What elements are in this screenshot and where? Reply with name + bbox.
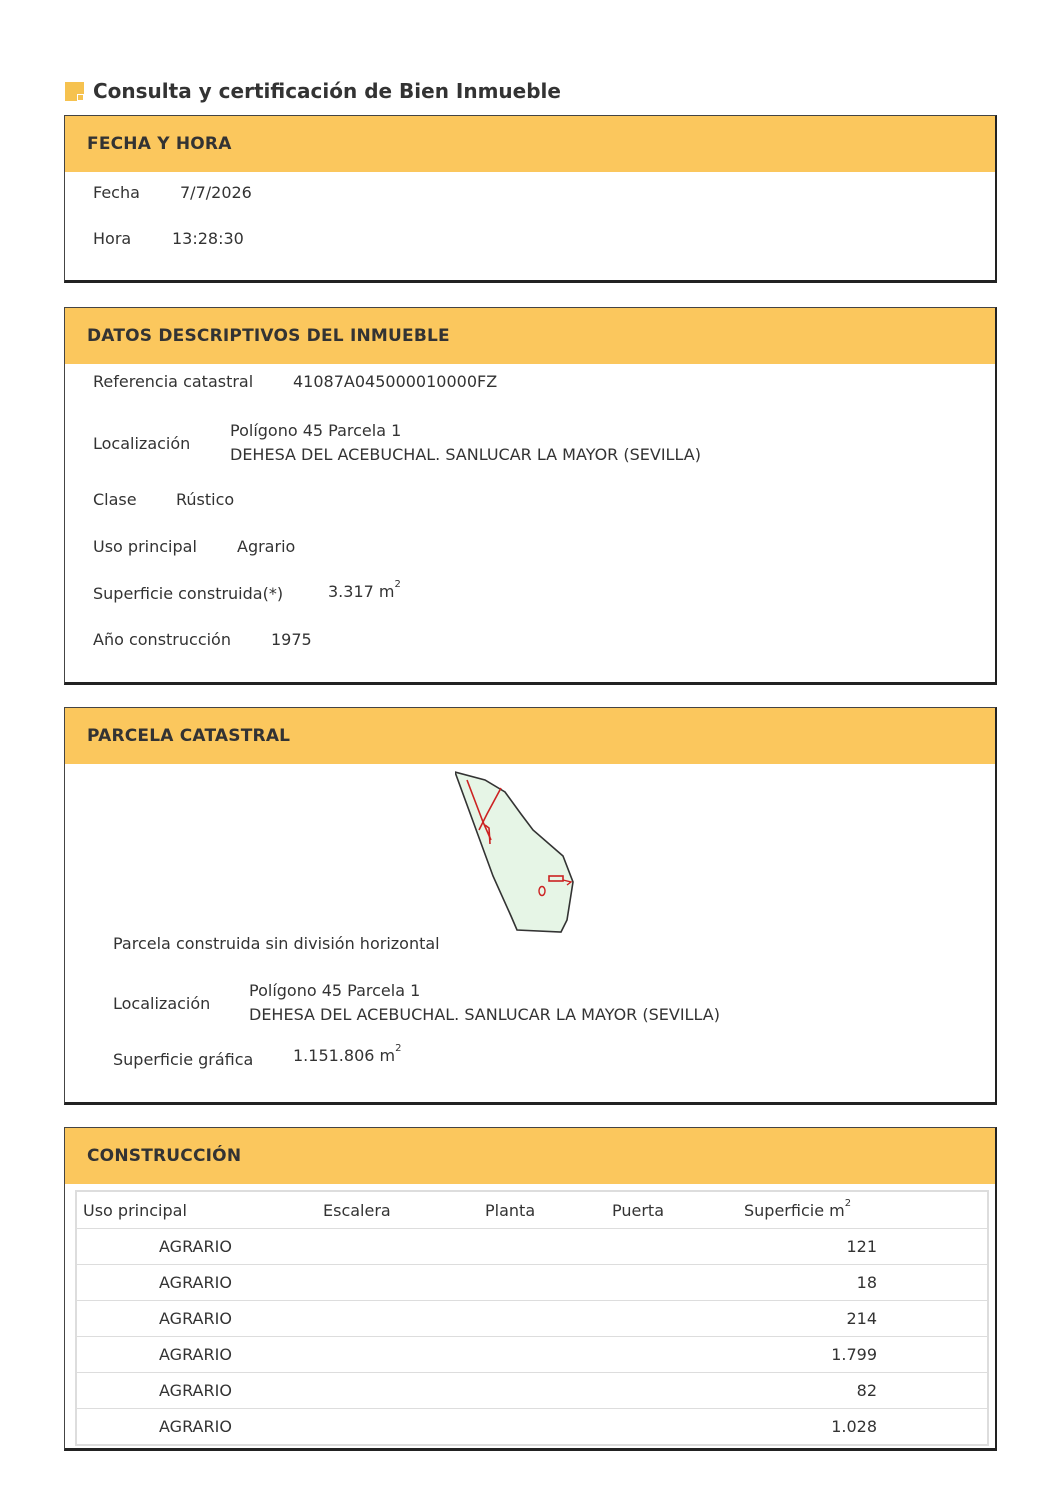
col-uso-principal: Uso principal bbox=[76, 1191, 317, 1229]
panel-datos-header: DATOS DESCRIPTIVOS DEL INMUEBLE bbox=[65, 308, 995, 364]
m2-exponent: 2 bbox=[395, 1043, 402, 1054]
cell-uso: AGRARIO bbox=[76, 1265, 317, 1301]
clase-label: Clase bbox=[93, 490, 137, 509]
cell-uso: AGRARIO bbox=[76, 1229, 317, 1265]
referencia-value: 41087A045000010000FZ bbox=[293, 372, 498, 391]
superficie-grafica-label: Superficie gráfica bbox=[113, 1050, 254, 1069]
table-row bbox=[76, 1301, 988, 1337]
panel-construccion-header: CONSTRUCCIÓN bbox=[65, 1128, 995, 1184]
parcel-map-image bbox=[455, 770, 615, 936]
page-title bbox=[65, 78, 561, 104]
cell-superficie: 18 bbox=[738, 1265, 988, 1301]
fecha-value: 7/7/2026 bbox=[180, 183, 252, 202]
cell-superficie: 214 bbox=[738, 1301, 988, 1337]
col-puerta: Puerta bbox=[606, 1191, 738, 1229]
localizacion-line1: Polígono 45 Parcela 1 bbox=[230, 421, 402, 440]
m2-exponent: 2 bbox=[394, 579, 401, 590]
panel-fecha-hora-header: FECHA Y HORA bbox=[65, 116, 995, 172]
hora-label: Hora bbox=[93, 229, 132, 248]
localizacion-label: Localización bbox=[93, 433, 191, 453]
panel-datos-descriptivos bbox=[64, 307, 997, 685]
table-row bbox=[76, 1337, 988, 1373]
cell-uso: AGRARIO bbox=[76, 1337, 317, 1373]
col-superficie-text: Superficie m bbox=[744, 1200, 845, 1220]
cell-uso: AGRARIO bbox=[76, 1373, 317, 1409]
table-row bbox=[76, 1373, 988, 1409]
superficie-grafica-row bbox=[113, 1043, 402, 1069]
anio-label: Año construcción bbox=[93, 630, 231, 649]
parcela-localizacion-line1: Polígono 45 Parcela 1 bbox=[249, 981, 421, 1000]
panel-construccion bbox=[64, 1127, 997, 1451]
table-row bbox=[76, 1229, 988, 1265]
superficie-construida-value: 3.317 m bbox=[328, 582, 395, 601]
parcela-tipo-row bbox=[113, 934, 440, 953]
col-superficie bbox=[738, 1191, 988, 1229]
localizacion-line2: DEHESA DEL ACEBUCHAL. SANLUCAR LA MAYOR (SEVILLA) bbox=[230, 445, 701, 464]
anio-value: 1975 bbox=[271, 630, 312, 649]
uso-label: Uso principal bbox=[93, 537, 197, 556]
uso-row bbox=[93, 537, 295, 556]
panel-parcela-header: PARCELA CATASTRAL bbox=[65, 708, 995, 764]
square-bullet-icon bbox=[65, 82, 84, 101]
col-escalera: Escalera bbox=[317, 1191, 479, 1229]
clase-value: Rústico bbox=[176, 490, 235, 509]
anio-row bbox=[93, 630, 312, 649]
parcela-tipo: Parcela construida sin división horizontal bbox=[113, 934, 440, 953]
referencia-label: Referencia catastral bbox=[93, 372, 254, 391]
panel-fecha-hora bbox=[64, 115, 997, 283]
table-row bbox=[76, 1409, 988, 1446]
fecha-row bbox=[93, 183, 252, 202]
m2-exponent: 2 bbox=[844, 1197, 852, 1209]
referencia-row bbox=[93, 372, 497, 391]
table-row bbox=[76, 1265, 988, 1301]
cell-superficie: 1.799 bbox=[738, 1337, 988, 1373]
uso-value: Agrario bbox=[237, 537, 296, 556]
table-header-row bbox=[76, 1191, 988, 1229]
superficie-construida-label: Superficie construida(*) bbox=[93, 584, 284, 603]
parcela-localizacion-line2: DEHESA DEL ACEBUCHAL. SANLUCAR LA MAYOR (SEVILLA) bbox=[249, 1005, 720, 1024]
hora-row bbox=[93, 229, 244, 248]
cell-superficie: 1.028 bbox=[738, 1409, 988, 1446]
localizacion-row bbox=[93, 419, 701, 467]
cell-uso: AGRARIO bbox=[76, 1409, 317, 1446]
panel-parcela-catastral bbox=[64, 707, 997, 1105]
cell-superficie: 82 bbox=[738, 1373, 988, 1409]
clase-row bbox=[93, 490, 234, 509]
parcela-localizacion-label: Localización bbox=[113, 993, 211, 1013]
fecha-label: Fecha bbox=[93, 183, 140, 202]
parcela-localizacion-row bbox=[113, 979, 720, 1027]
col-planta: Planta bbox=[479, 1191, 606, 1229]
hora-value: 13:28:30 bbox=[172, 229, 244, 248]
cell-uso: AGRARIO bbox=[76, 1301, 317, 1337]
superficie-construida-row bbox=[93, 579, 401, 603]
cell-superficie: 121 bbox=[738, 1229, 988, 1265]
construccion-table bbox=[75, 1190, 989, 1446]
page-title-text: Consulta y certificación de Bien Inmueble bbox=[93, 79, 561, 103]
superficie-grafica-value: 1.151.806 m bbox=[293, 1046, 396, 1065]
